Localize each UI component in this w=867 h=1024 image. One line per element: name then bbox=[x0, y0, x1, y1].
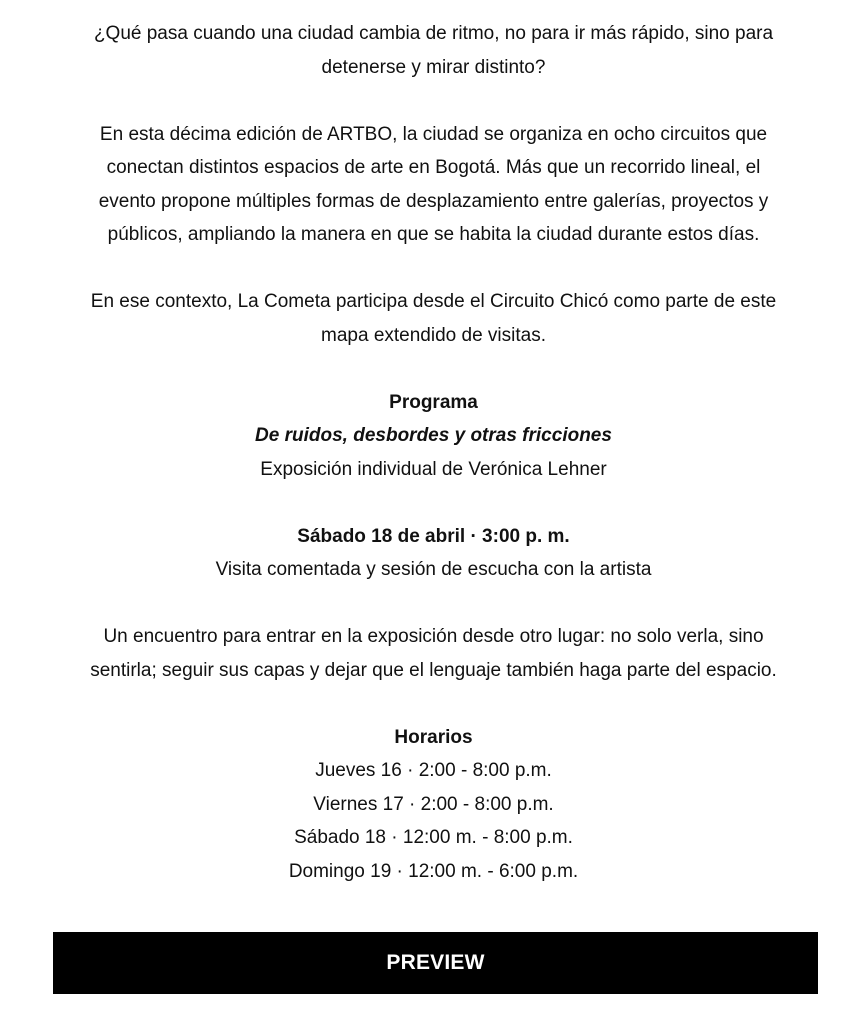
intro-paragraph bbox=[40, 17, 827, 84]
artbo-line: públicos, ampliando la manera en que se habita la ciudad durante estos días. bbox=[107, 224, 760, 245]
context-line: En ese contexto, La Cometa participa desde el Circuito Chicó como parte de este bbox=[90, 291, 777, 312]
artbo-line: conectan distintos espacios de arte en Bogotá. Más que un recorrido lineal, el bbox=[106, 157, 761, 178]
intro-line: detenerse y mirar distinto? bbox=[321, 56, 546, 78]
event-date: Sábado 18 de abril · 3:00 p. m. bbox=[297, 525, 570, 547]
hours-item: Viernes 17 · 2:00 - 8:00 p.m. bbox=[313, 793, 554, 815]
hours-item: Sábado 18 · 12:00 m. - 8:00 p.m. bbox=[294, 827, 573, 848]
event-section bbox=[40, 520, 827, 587]
artbo-line: En esta décima edición de ARTBO, la ciudad se organiza en ocho circuitos que bbox=[99, 123, 768, 145]
preview-button[interactable]: PREVIEW bbox=[53, 932, 818, 994]
program-heading: Programa bbox=[389, 391, 478, 413]
hours-heading: Horarios bbox=[394, 726, 473, 748]
encounter-line: Un encuentro para entrar en la exposición desde otro lugar: no solo verla, sino bbox=[103, 626, 764, 647]
hours-item: Jueves 16 · 2:00 - 8:00 p.m. bbox=[315, 760, 552, 781]
exhibition-subtitle: Exposición individual de Verónica Lehner bbox=[260, 458, 607, 480]
artbo-paragraph bbox=[40, 118, 827, 252]
exhibition-title: De ruidos, desbordes y otras fricciones bbox=[255, 425, 612, 446]
encounter-line: sentirla; seguir sus capas y dejar que el lenguaje también haga parte del espacio. bbox=[90, 659, 777, 681]
email-body bbox=[40, 17, 827, 922]
context-paragraph bbox=[40, 285, 827, 352]
program-section bbox=[40, 386, 827, 487]
intro-line: ¿Qué pasa cuando una ciudad cambia de ritmo, no para ir más rápido, sino para bbox=[93, 23, 774, 44]
artbo-line: evento propone múltiples formas de desplazamiento entre galerías, proyectos y bbox=[98, 190, 769, 212]
encounter-paragraph bbox=[40, 620, 827, 687]
hours-item: Domingo 19 · 12:00 m. - 6:00 p.m. bbox=[288, 860, 579, 882]
hours-section bbox=[40, 721, 827, 889]
event-description: Visita comentada y sesión de escucha con la artista bbox=[215, 559, 652, 580]
context-line: mapa extendido de visitas. bbox=[321, 324, 546, 346]
